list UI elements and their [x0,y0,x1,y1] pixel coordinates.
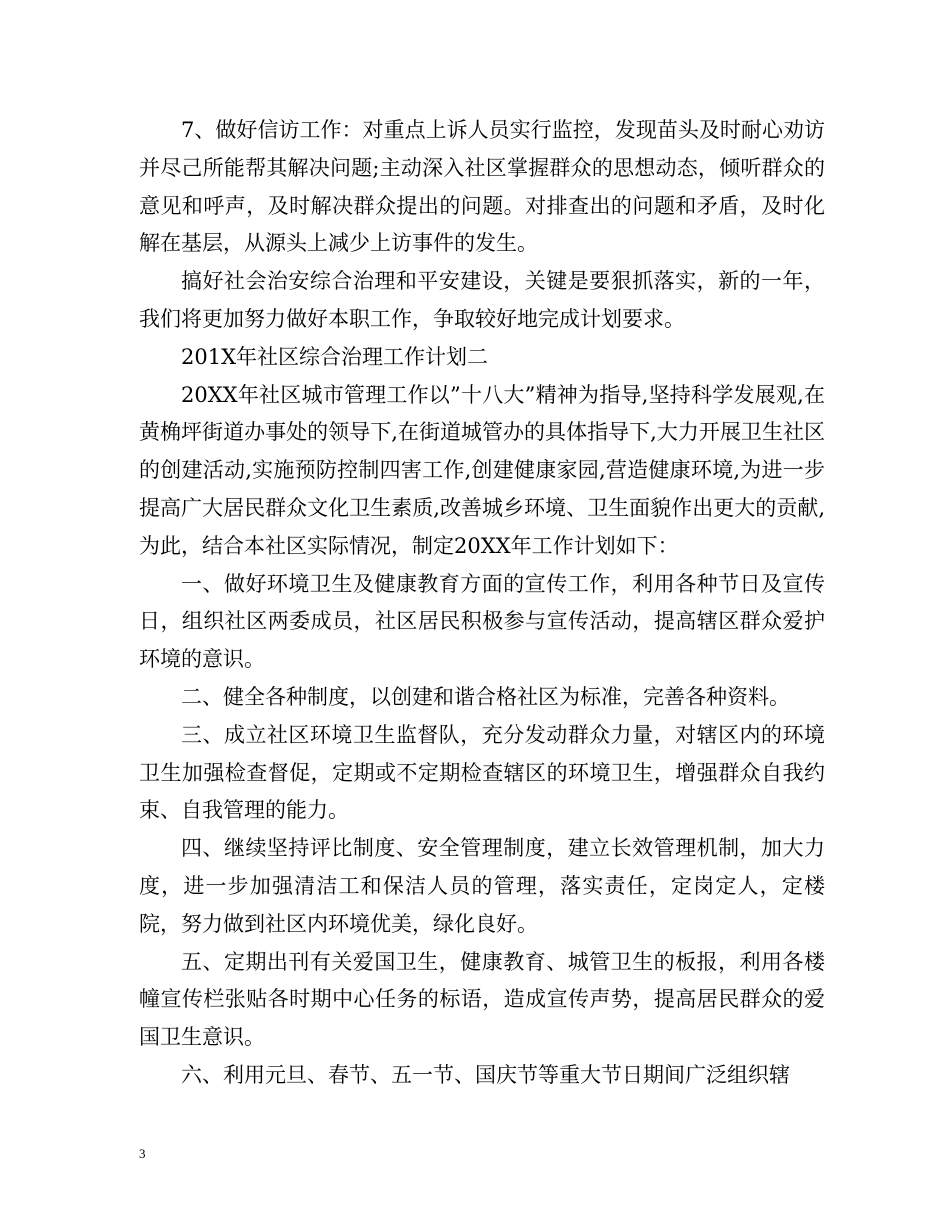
paragraph-item-2: 二、健全各种制度，以创建和谐合格社区为标准，完善各种资料。 [181,684,790,709]
paragraph-item-6: 六、利用元旦、春节、五一节、国庆节等重大节日期间广泛组织辖 [181,1062,790,1087]
paragraph-item-5: 五、定期出刊有关爱国卫生，健康教育、城管卫生的板报，利用各楼幢宣传栏张贴各时期中心任务的标语，造成宣传声势，提高居民群众的爱国卫生意识。 [139,949,825,1050]
paragraph-item-1: 一、做好环境卫生及健康教育方面的宣传工作，利用各种节日及宣传日，组织社区两委成员，社区居民积极参与宣传活动，提高辖区群众爱护环境的意识。 [139,571,825,672]
paragraph-petition-work: 7、做好信访工作：对重点上诉人员实行监控，发现苗头及时耐心劝访并尽己所能帮其解决问题;主动深入社区掌握群众的思想动态，倾听群众的意见和呼声，及时解决群众提出的问题。对排查出的问题和矛盾，及时化解在基层，从源头上减少上访事件的发生。 [139,118,825,256]
paragraph-item-4: 四、继续坚持评比制度、安全管理制度，建立长效管理机制，加大力度，进一步加强清洁工和保洁人员的管理，落实责任，定岗定人，定楼院，努力做到社区内环境优美，绿化良好。 [139,836,825,936]
paragraph-item-3: 三、成立社区环境卫生监督队，充分发动群众力量，对辖区内的环境卫生加强检查督促，定期或不定期检查辖区的环境卫生，增强群众自我约束、自我管理的能力。 [139,722,825,823]
paragraph-intro: 20XX年社区城市管理工作以”十八大”精神为指导,坚持科学发展观,在黄桷坪街道办事处的领导下,在街道城管办的具体指导下,大力开展卫生社区的创建活动,实施预防控制四害工作,创建健康家园,营造健康环境,为进一步提高广大居民群众文化卫生素质,改善城乡环境、卫生面貌作出更大的贡献,为此，结合本社区实际情况，制定20XX年工作计划如下： [139,382,825,558]
document-body [139,112,825,1095]
paragraph-summary: 搞好社会治安综合治理和平安建设，关键是要狠抓落实，新的一年，我们将更加努力做好本职工作，争取较好地完成计划要求。 [139,269,825,331]
page-number: 3 [139,1146,146,1161]
section-heading: 201X年社区综合治理工作计划二 [181,344,489,369]
